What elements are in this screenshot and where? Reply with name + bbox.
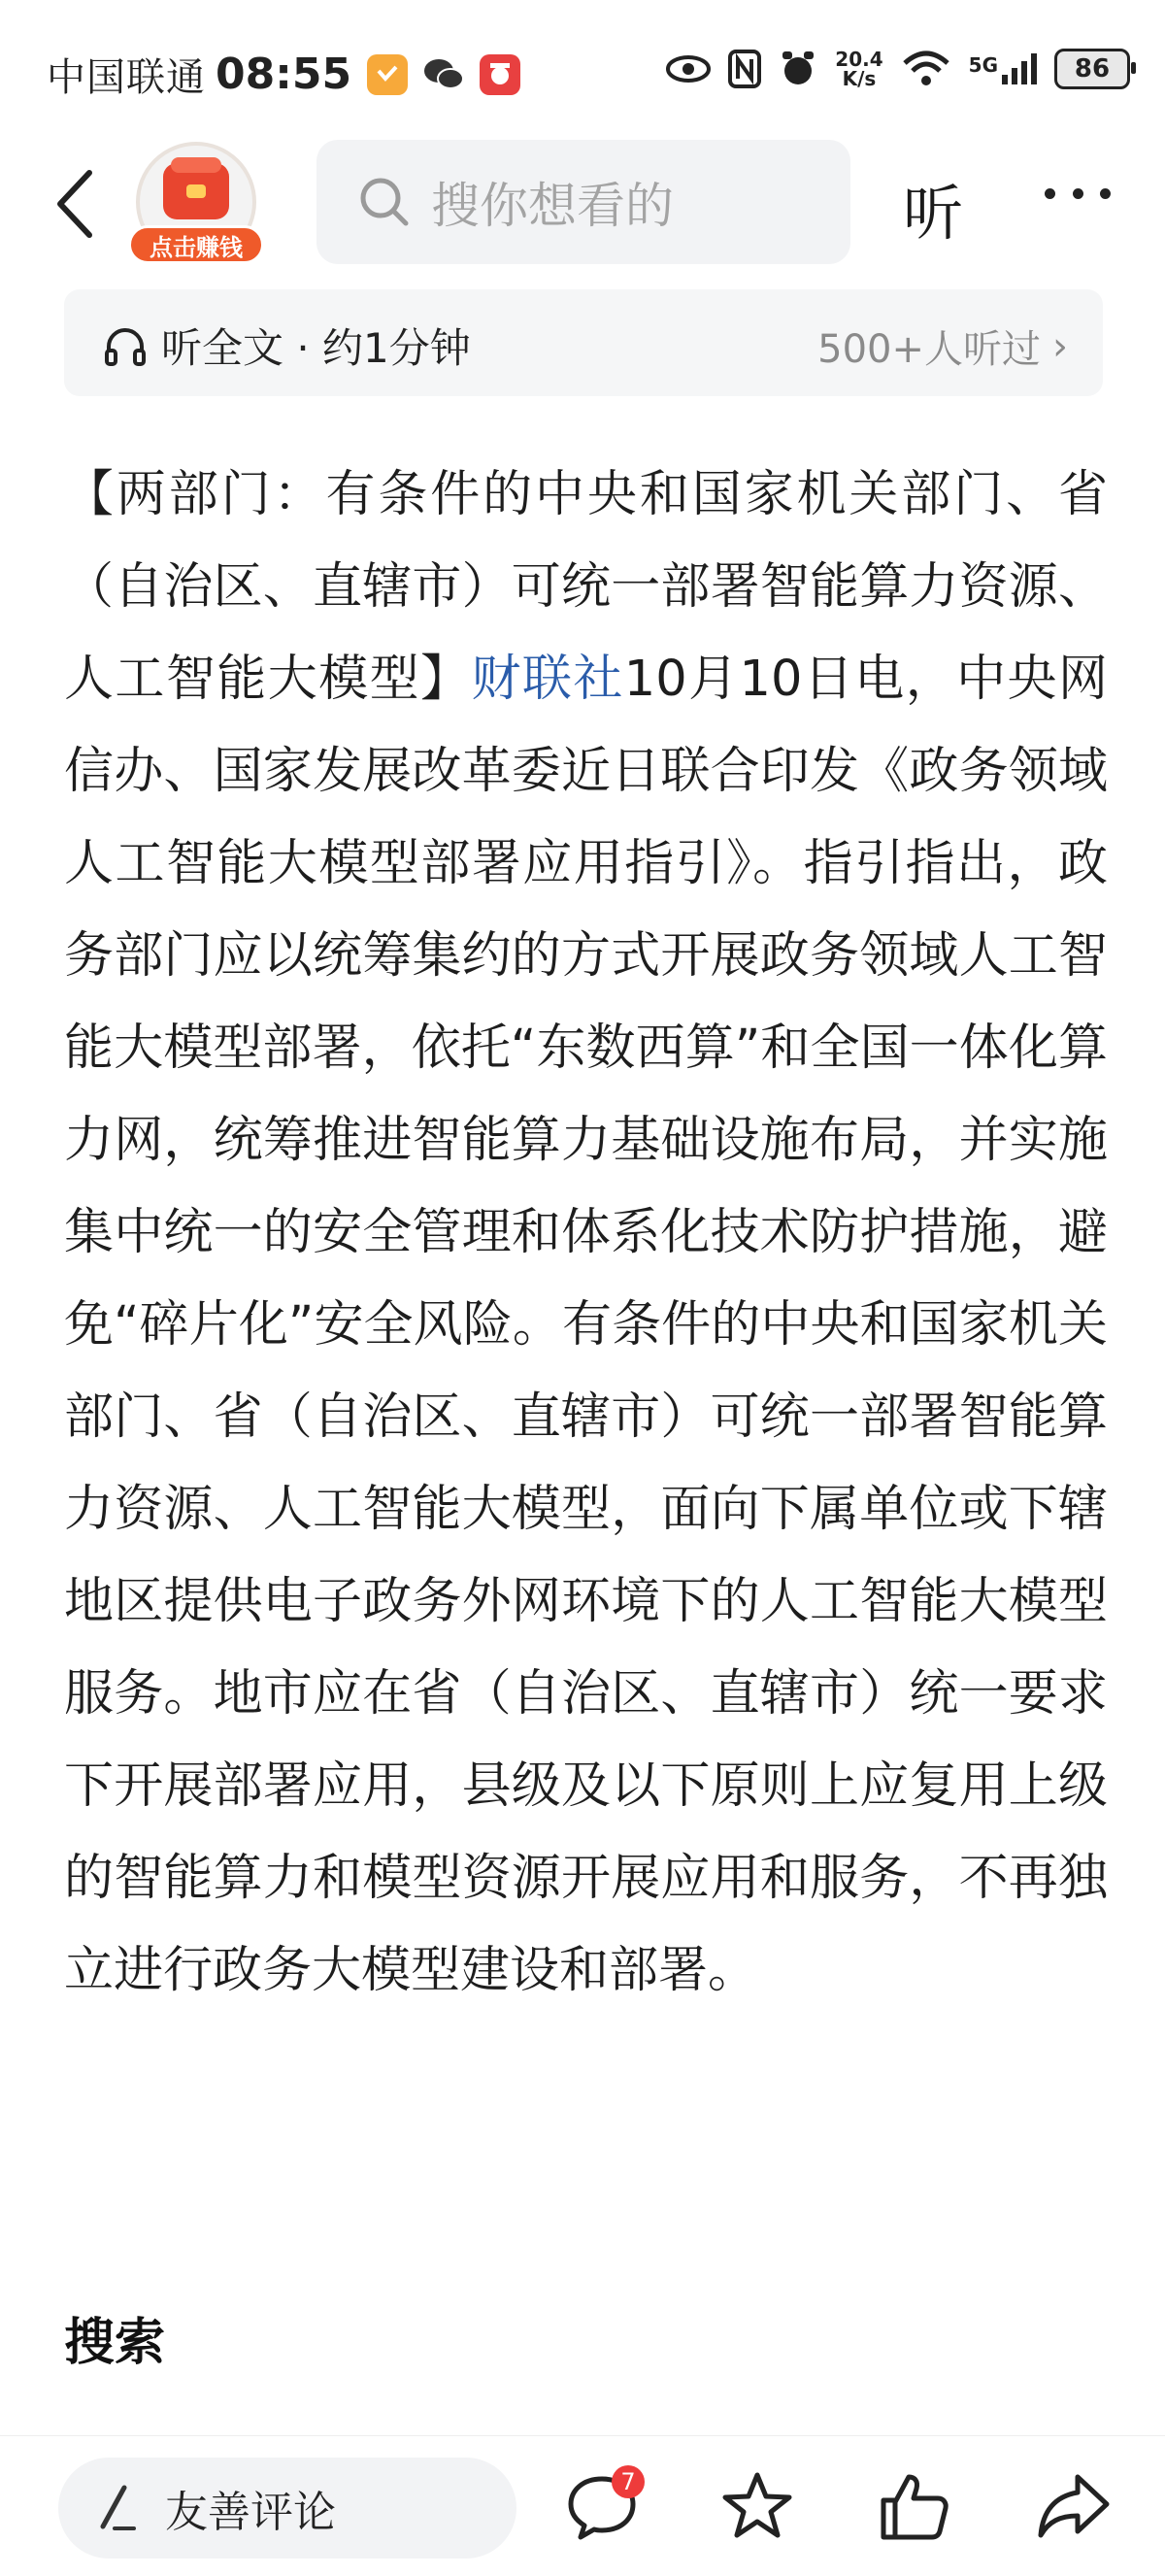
status-left [47, 47, 520, 102]
wifi-icon [901, 50, 951, 88]
carrier-label: 中国联通 [47, 55, 206, 100]
signal-bar [1021, 61, 1027, 84]
listener-count-text: 500+人听过 [817, 327, 1041, 372]
top-nav [0, 136, 1165, 272]
status-right [666, 49, 1130, 89]
net-speed [835, 50, 882, 88]
like-icon[interactable] [878, 2469, 951, 2543]
listen-label: 听全文 · 约1分钟 [161, 324, 471, 372]
nfc-icon [728, 50, 761, 88]
comment-count-badge: 7 [612, 2465, 645, 2498]
article-headline: 【两部门：有条件的中央和国家机关部门、省（自治区、直辖市）可统一部署智能算力资源、人工智能大模型】 [64, 466, 1108, 708]
battery-level: 86 [1074, 54, 1111, 84]
article-body [64, 449, 1108, 2017]
net-speed-value: 20.4 [835, 48, 883, 71]
listen-full-text-bar[interactable] [64, 289, 1103, 396]
comment-placeholder: 友善评论 [165, 2488, 336, 2537]
comment-input[interactable] [58, 2458, 516, 2559]
status-bar [0, 0, 1165, 136]
clock: 08:55 [216, 50, 352, 99]
chevron-right-icon: › [1052, 323, 1068, 369]
dot-icon [1100, 188, 1111, 199]
reward-label: 点击赚钱 [128, 225, 264, 264]
article-text: 10月10日电，中央网信办、国家发展改革委近日联合印发《政务领域人工智能大模型部署应用指引》。指引指出，政务部门应以统筹集约的方式开展政务领域人工智能大模型部署，依托“东数西算”和全国一体化算力网，统筹推进智能算力基础设施布局，并实施集中统一的安全管理和体系化技术防护措施，避免“碎片化”安全风险。有条件的中央和国家机关部门、省（自治区、直辖市）可统一部署智能算力资源、人工智能大模型，面向下属单位或下辖地区提供电子政务外网环境下的人工智能大模型服务。地市应在省（自治区、直辖市）统一要求下开展部署应用，县级及以下原则上应复用上级的智能算力和模型资源开展应用和服务，不再独立进行政务大模型建设和部署。 [64, 651, 1108, 1999]
search-icon [357, 175, 412, 229]
signal-type: 5G [968, 53, 998, 77]
dot-icon [1073, 188, 1083, 199]
pen-icon [95, 2484, 138, 2532]
listen-full-text [103, 317, 471, 375]
battery-indicator [1054, 49, 1130, 89]
alarm-icon [779, 50, 817, 88]
headphones-icon [103, 323, 148, 368]
app-shield-icon [367, 54, 408, 95]
dot-icon [1045, 188, 1055, 199]
signal-bar [1002, 75, 1008, 84]
wechat-icon [423, 54, 464, 95]
search-bar[interactable] [316, 140, 850, 264]
search-section-title: 搜索 [64, 2314, 166, 2372]
net-speed-unit: K/s [842, 67, 877, 90]
listen-button[interactable]: 听 [903, 178, 964, 249]
bottom-action-bar [0, 2435, 1165, 2576]
source-link[interactable]: 财联社 [471, 651, 624, 708]
eye-icon [666, 54, 711, 84]
signal-bar [1031, 53, 1037, 84]
cell-signal [969, 53, 1037, 84]
earn-reward-button[interactable] [128, 142, 264, 268]
app-badge-icon [480, 54, 520, 95]
more-options-button[interactable] [1045, 188, 1111, 208]
star-icon[interactable] [720, 2469, 794, 2543]
search-placeholder: 搜你想看的 [431, 178, 674, 234]
signal-bar [1012, 68, 1017, 84]
share-icon[interactable] [1037, 2469, 1111, 2543]
chevron-left-icon [50, 165, 109, 243]
red-envelope-icon [163, 163, 229, 219]
listener-count [817, 318, 1068, 374]
back-button[interactable] [50, 165, 109, 243]
